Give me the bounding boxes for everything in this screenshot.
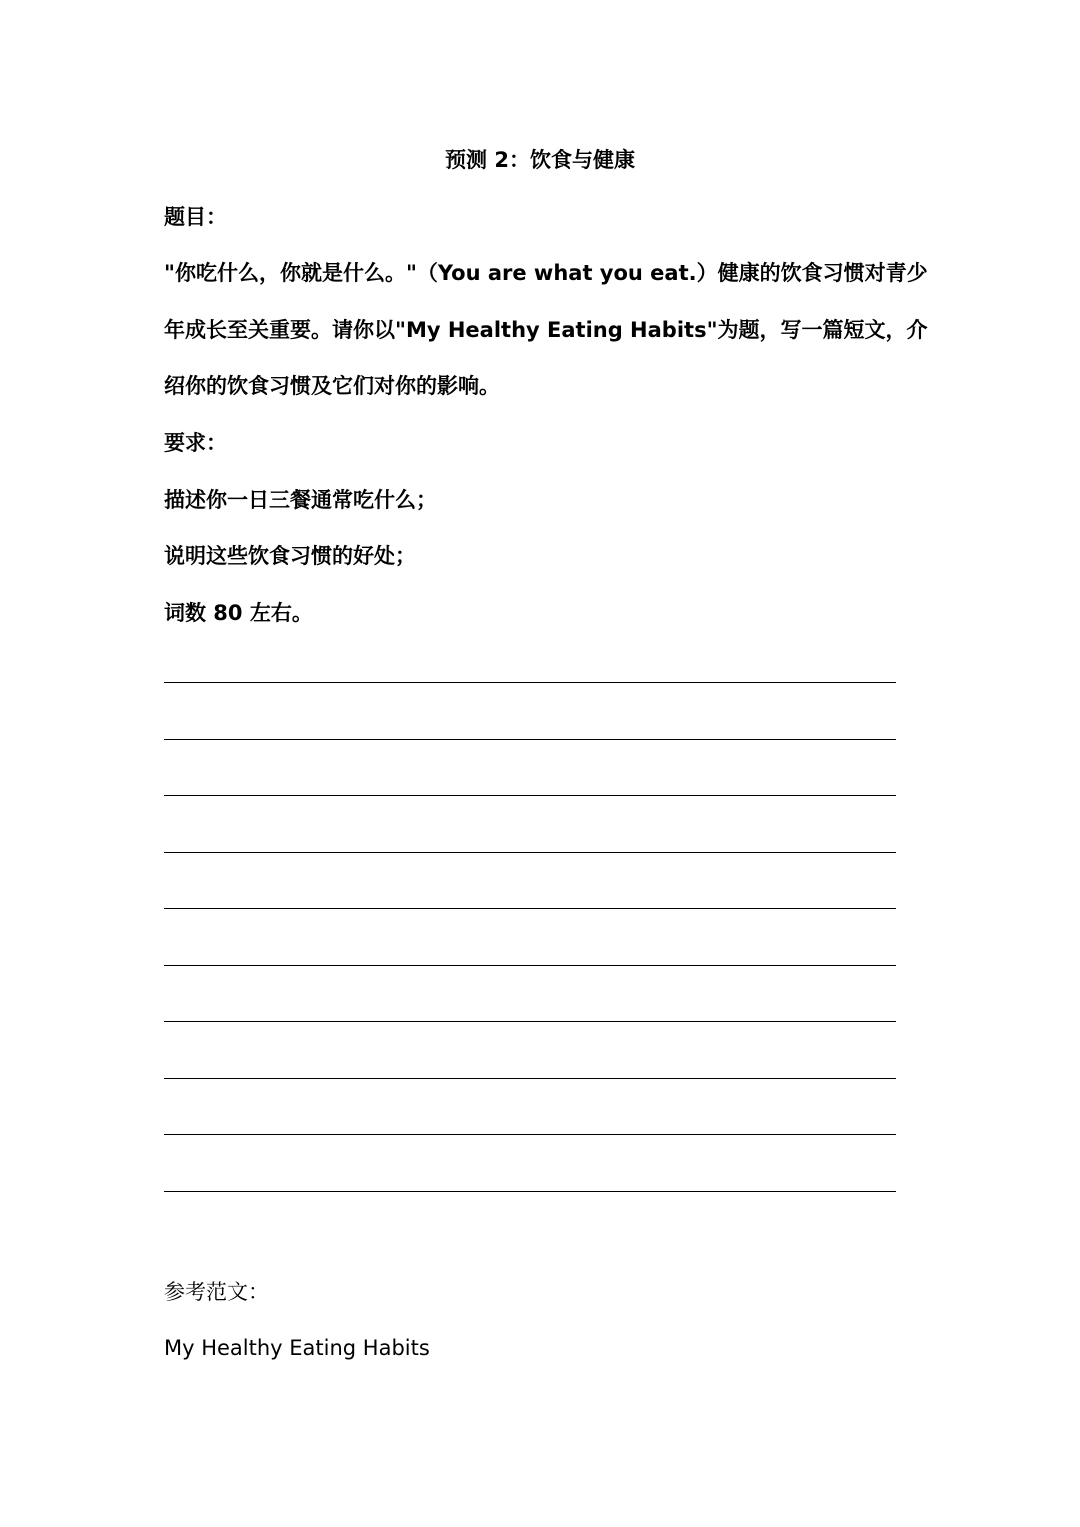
answer-blank-line[interactable] xyxy=(164,795,896,796)
answer-blank-line[interactable] xyxy=(164,1078,896,1079)
answer-blank-line[interactable] xyxy=(164,1134,896,1135)
requirement-item: 描述你一日三餐通常吃什么； xyxy=(164,488,437,512)
answer-blank-line[interactable] xyxy=(164,739,896,740)
answer-blank-line[interactable] xyxy=(164,682,896,683)
topic-label: 题目： xyxy=(164,205,227,229)
answer-blank-line[interactable] xyxy=(164,908,896,909)
requirement-item: 说明这些饮食习惯的好处； xyxy=(164,544,416,568)
answer-blank-line[interactable] xyxy=(164,965,896,966)
requirements-label: 要求： xyxy=(164,431,227,455)
page-title: 预测 2：饮食与健康 xyxy=(445,148,635,172)
prompt-line: "你吃什么，你就是什么。"（You are what you eat.）健康的饮食习惯对青少 xyxy=(164,261,928,285)
sample-essay-title: My Healthy Eating Habits xyxy=(164,1336,430,1360)
requirement-item: 词数 80 左右。 xyxy=(164,601,313,625)
prompt-line: 年成长至关重要。请你以"My Healthy Eating Habits"为题，写一篇短文，介 xyxy=(164,318,928,342)
prompt-line: 绍你的饮食习惯及它们对你的影响。 xyxy=(164,374,500,398)
answer-blank-line[interactable] xyxy=(164,852,896,853)
answer-blank-line[interactable] xyxy=(164,1191,896,1192)
answer-blank-line[interactable] xyxy=(164,1021,896,1022)
sample-essay-label: 参考范文： xyxy=(164,1280,269,1304)
